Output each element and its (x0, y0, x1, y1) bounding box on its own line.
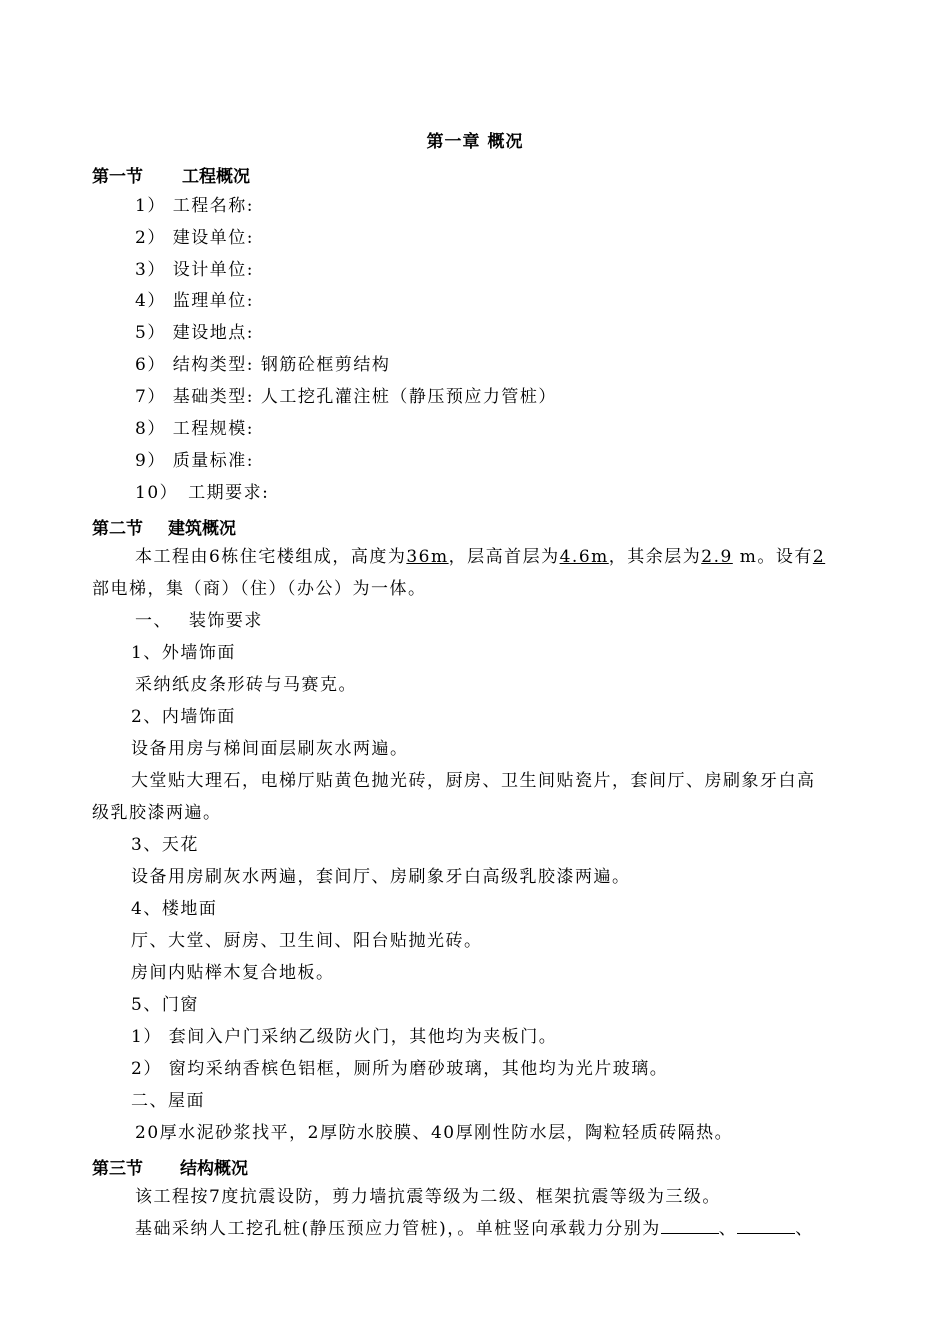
building-intro-line1 (135, 546, 825, 568)
roof-text: 20厚水泥砂浆找平，2厚防水胶膜、40厚刚性防水层，陶粒轻质砖隔热。 (135, 1123, 734, 1143)
height-value: 36m (406, 547, 449, 567)
separator: 、 (718, 1219, 738, 1239)
project-item: 6） 结构类型: 钢筋砼框剪结构 (135, 355, 391, 375)
section2-label: 第二节 (92, 519, 143, 539)
section1-title: 工程概况 (182, 167, 250, 187)
structure-capacity-line (135, 1218, 814, 1240)
separator: 、 (795, 1219, 814, 1239)
section3-label: 第三节 (92, 1159, 143, 1179)
interior-text: 大堂贴大理石，电梯厅贴黄色抛光砖，厨房、卫生间贴瓷片，套间厅、房刷象牙白高 (131, 771, 816, 791)
project-item: 3） 设计单位: (135, 260, 254, 280)
intro-text: m。设有 (732, 547, 813, 567)
section2-title: 建筑概况 (168, 519, 236, 539)
project-item: 8） 工程规模: (135, 419, 254, 439)
interior-text: 设备用房与梯间面层刷灰水两遍。 (131, 739, 409, 759)
ceiling-heading: 3、天花 (131, 835, 199, 855)
ceiling-text: 设备用房刷灰水两遍，套间厅、房刷象牙白高级乳胶漆两遍。 (131, 867, 631, 887)
floor-text: 房间内贴榉木复合地板。 (131, 963, 335, 983)
first-floor-value: 4.6m (559, 547, 609, 567)
other-floor-value: 2.9 (701, 547, 733, 567)
structure-text: 基础采纳人工挖孔桩(静压预应力管桩)，。单桩竖向承载力分别为 (135, 1219, 661, 1239)
building-intro-line2: 部电梯，集（商）（住）（办公）为一体。 (92, 579, 427, 599)
section1-label: 第一节 (92, 167, 143, 187)
doors-heading: 5、门窗 (131, 995, 199, 1015)
exterior-heading: 1、外墙饰面 (131, 643, 236, 663)
project-item: 10） 工期要求: (135, 483, 270, 503)
doors-item: 1） 套间入户门采纳乙级防火门，其他均为夹板门。 (131, 1027, 558, 1047)
capacity-blank (661, 1219, 719, 1234)
doors-item: 2） 窗均采纳香槟色铝框，厕所为磨砂玻璃，其他均为光片玻璃。 (131, 1059, 669, 1079)
project-item: 1） 工程名称: (135, 196, 254, 216)
floor-heading: 4、楼地面 (131, 899, 218, 919)
capacity-blank (737, 1219, 795, 1234)
exterior-text: 采纳纸皮条形砖与马赛克。 (135, 675, 357, 695)
project-item: 9） 质量标准: (135, 451, 254, 471)
intro-text: ，层高首层为 (448, 547, 560, 567)
structure-text: 该工程按7度抗震设防，剪力墙抗震等级为二级、框架抗震等级为三级。 (135, 1187, 721, 1207)
chapter-title: 第一章 概况 (426, 132, 524, 152)
elevator-count: 2 (812, 547, 826, 567)
roof-heading: 二、屋面 (131, 1091, 205, 1111)
intro-text: 本工程由6栋住宅楼组成，高度为 (135, 547, 407, 567)
interior-text: 级乳胶漆两遍。 (92, 803, 222, 823)
floor-text: 厅、大堂、厨房、卫生间、阳台贴抛光砖。 (131, 931, 483, 951)
intro-text: ，其余层为 (608, 547, 702, 567)
project-item: 7） 基础类型: 人工挖孔灌注桩（静压预应力管桩） (135, 387, 557, 407)
decoration-heading: 一、 装饰要求 (135, 611, 263, 631)
project-item: 4） 监理单位: (135, 291, 254, 311)
interior-heading: 2、内墙饰面 (131, 707, 236, 727)
project-item: 5） 建设地点: (135, 323, 254, 343)
project-item: 2） 建设单位: (135, 228, 254, 248)
section3-title: 结构概况 (180, 1159, 248, 1179)
